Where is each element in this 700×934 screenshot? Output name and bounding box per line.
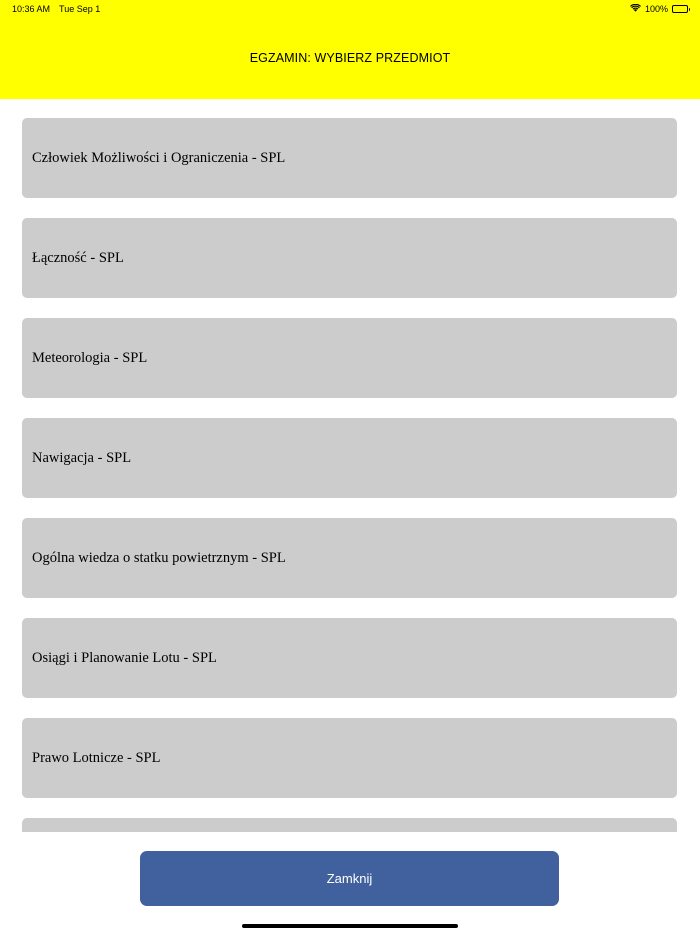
subject-item[interactable] bbox=[22, 218, 677, 298]
header bbox=[0, 17, 700, 99]
subject-label: Meteorologia - SPL bbox=[32, 349, 148, 366]
subject-label: Człowiek Możliwości i Ograniczenia - SPL bbox=[32, 149, 286, 166]
status-date: Tue Sep 1 bbox=[59, 3, 101, 14]
subject-item[interactable] bbox=[22, 118, 677, 198]
subject-label: Osiągi i Planowanie Lotu - SPL bbox=[32, 649, 217, 666]
subject-label: Łączność - SPL bbox=[32, 249, 124, 266]
battery-icon bbox=[672, 5, 688, 13]
battery-percent: 100% bbox=[644, 3, 668, 14]
page-title: EGZAMIN: WYBIERZ PRZEDMIOT bbox=[249, 51, 451, 65]
subject-label: Nawigacja - SPL bbox=[32, 449, 132, 466]
home-indicator bbox=[242, 924, 458, 928]
status-right bbox=[630, 4, 688, 14]
subject-item[interactable] bbox=[22, 718, 677, 798]
subject-item[interactable] bbox=[22, 318, 677, 398]
status-time: 10:36 AM bbox=[12, 3, 51, 14]
close-button[interactable] bbox=[140, 851, 559, 906]
subject-list[interactable] bbox=[0, 99, 700, 832]
subject-item[interactable] bbox=[22, 418, 677, 498]
status-left bbox=[12, 4, 100, 14]
status-bar bbox=[0, 0, 700, 17]
subject-label: Prawo Lotnicze - SPL bbox=[32, 749, 161, 766]
close-button-label: Zamknij bbox=[326, 871, 373, 886]
wifi-icon bbox=[630, 4, 641, 14]
subject-item[interactable] bbox=[22, 618, 677, 698]
subject-item[interactable] bbox=[22, 518, 677, 598]
subject-label: Ogólna wiedza o statku powietrznym - SPL bbox=[32, 549, 286, 566]
subject-item-partial[interactable] bbox=[22, 818, 677, 832]
